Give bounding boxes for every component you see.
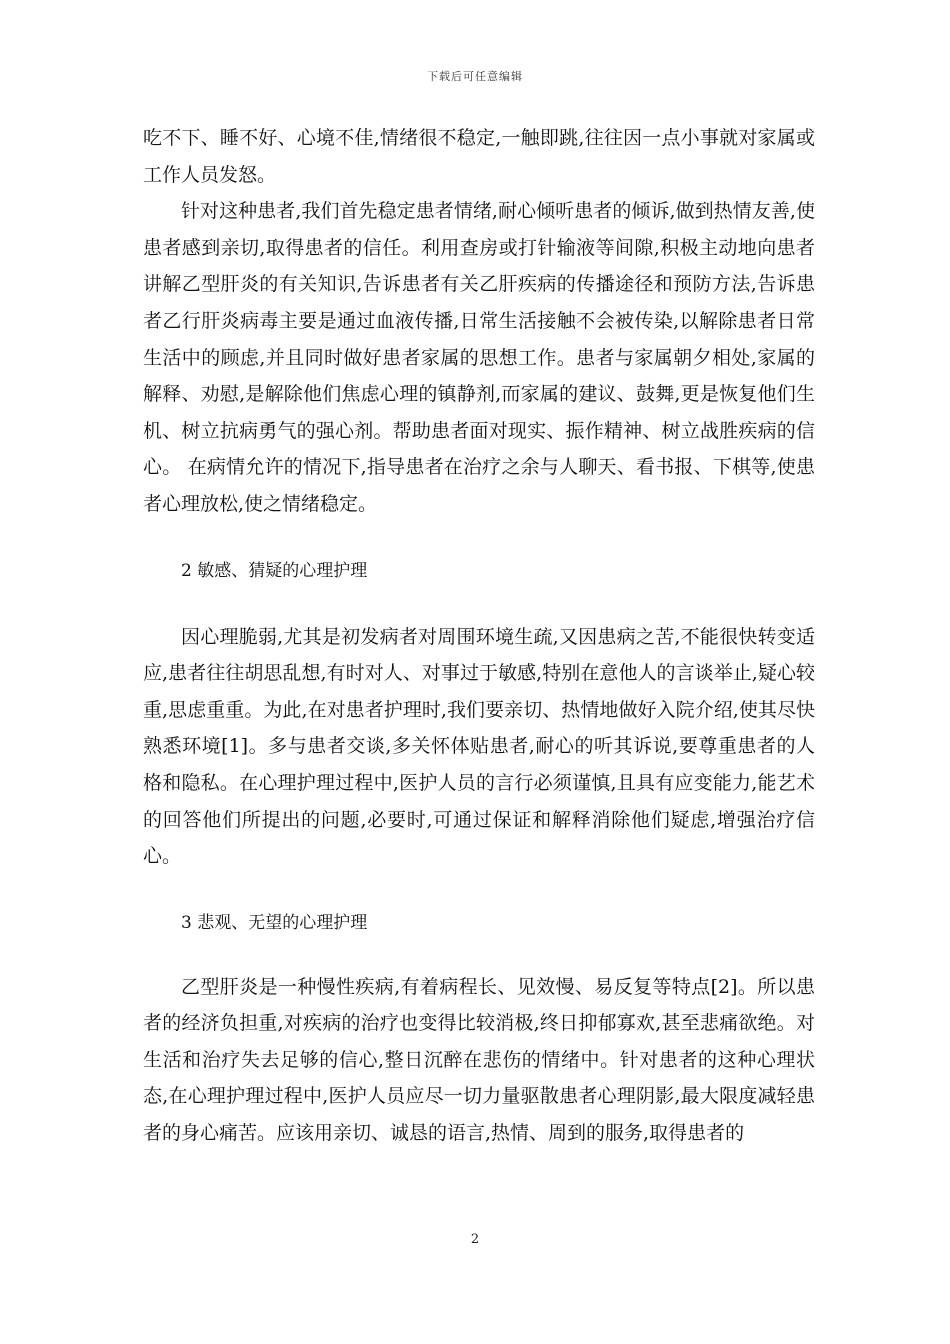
spacer [143,939,815,969]
section-heading-2: 2 敏感、猜疑的心理护理 [181,560,368,581]
page-header: 下载后可任意编辑 [427,70,523,83]
page-number: 2 [470,1232,480,1247]
spacer [143,523,815,555]
paragraph-anxiety-care: 针对这种患者,我们首先稳定患者情绪,耐心倾听患者的倾诉,做到热情友善,使患者感到亲切,取得患者的信任。利用查房或打针输液等间隙,积极主动地向患者讲解乙型肝炎的有关知识,告诉患者有关乙肝疾病的传播途径和预防方法,告诉患者乙行肝炎病毒主要是通过血液传播,日常生活接触不会被传染,以解除患者日常生活中的顾虑,并且同时做好患者家属的思想工作。患者与家属朝夕相处,家属的解释、劝慰,是解除他们焦虑心理的镇静剂,而家属的建议、鼓舞,更是恢复他们生机、树立抗病勇气的强心剂。帮助患者面对现实、振作精神、树立战胜疾病的信心。 在病情允许的情况下,指导患者在治疗之余与人聊天、看书报、下棋等,使患者心理放松,使之情绪稳定。 [143,200,815,515]
document-body [143,120,815,1152]
paragraph-pessimism-care: 乙型肝炎是一种慢性疾病,有着病程长、见效慢、易反复等特点[2]。所以患者的经济负担重,对疾病的治疗也变得比较消极,终日抑郁寡欢,甚至悲痛欲绝。对生活和治疗失去足够的信心,整日沉醉在悲伤的情绪中。针对患者的这种心理状态,在心理护理过程中,医护人员应尽一切力量驱散患者心理阴影,最大限度减轻患者的身心痛苦。应该用亲切、诚恳的语言,热情、周到的服务,取得患者的 [143,975,815,1145]
spacer [143,587,815,619]
section-heading-3: 3 悲观、无望的心理护理 [181,912,368,933]
spacer [143,875,815,907]
paragraph-sensitive-care: 因心理脆弱,尤其是初发病者对周围环境生疏,又因患病之苦,不能很快转变适应,患者往往胡思乱想,有时对人、对事过于敏感,特别在意他人的言谈举止,疑心较重,思虑重重。为此,在对患者护理时,我们要亲切、热情地做好入院介绍,使其尽快熟悉环境[1]。多与患者交谈,多关怀体贴患者,耐心的听其诉说,要尊重患者的人格和隐私。在心理护理过程中,医护人员的言行必须谨慎,且具有应变能力,能艺术的回答他们所提出的问题,必要时,可通过保证和解释消除他们疑虑,增强治疗信心。 [143,625,815,868]
paragraph-continued: 吃不下、睡不好、心境不佳,情绪很不稳定,一触即跳,往往因一点小事就对家属或工作人员发怒。 [143,127,815,186]
